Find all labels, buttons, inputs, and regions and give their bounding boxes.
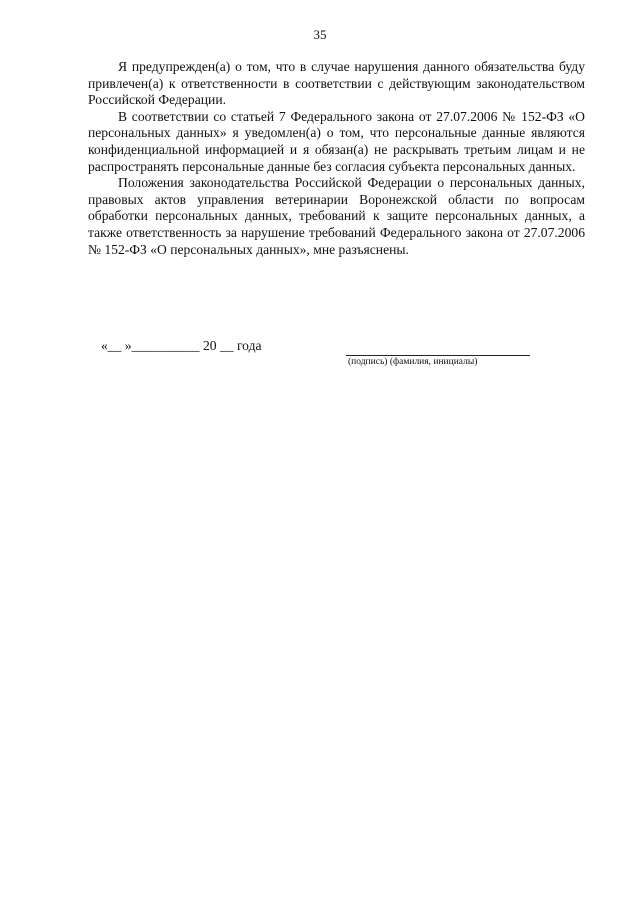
paragraph-notice: В соответствии со статьей 7 Федерального закона от 27.07.2006 № 152-ФЗ «О персональных данных» я уведомлен(а) о том, что персональные данные являются конфиденциальной информацией и я обязан(а) не раскрывать третьим лицам и не распространять персональные данные без согласия субъекта персональных данных. — [88, 108, 585, 174]
signature-underline — [346, 355, 530, 356]
date-line: «__ »__________ 20 __ года — [101, 338, 262, 353]
signature-caption: (подпись) (фамилия, инициалы) — [348, 357, 478, 367]
document-body — [88, 59, 585, 258]
signature-block — [0, 338, 640, 378]
paragraph-warning: Я предупрежден(а) о том, что в случае нарушения данного обязательства буду привлечен(а) к ответственности в соответствии с действующим законодательством Российской Федерации. — [88, 59, 585, 108]
page-number: 35 — [313, 27, 327, 42]
paragraph-explained: Положения законодательства Российской Федерации о персональных данных, правовых актов управления ветеринарии Воронежской области по вопросам обработки персональных данных, требований к защите персональных данных, а также ответственность за нарушение требований Федерального закона от 27.07.2006 № 152-ФЗ «О персональных данных», мне разъяснены. — [88, 175, 585, 257]
